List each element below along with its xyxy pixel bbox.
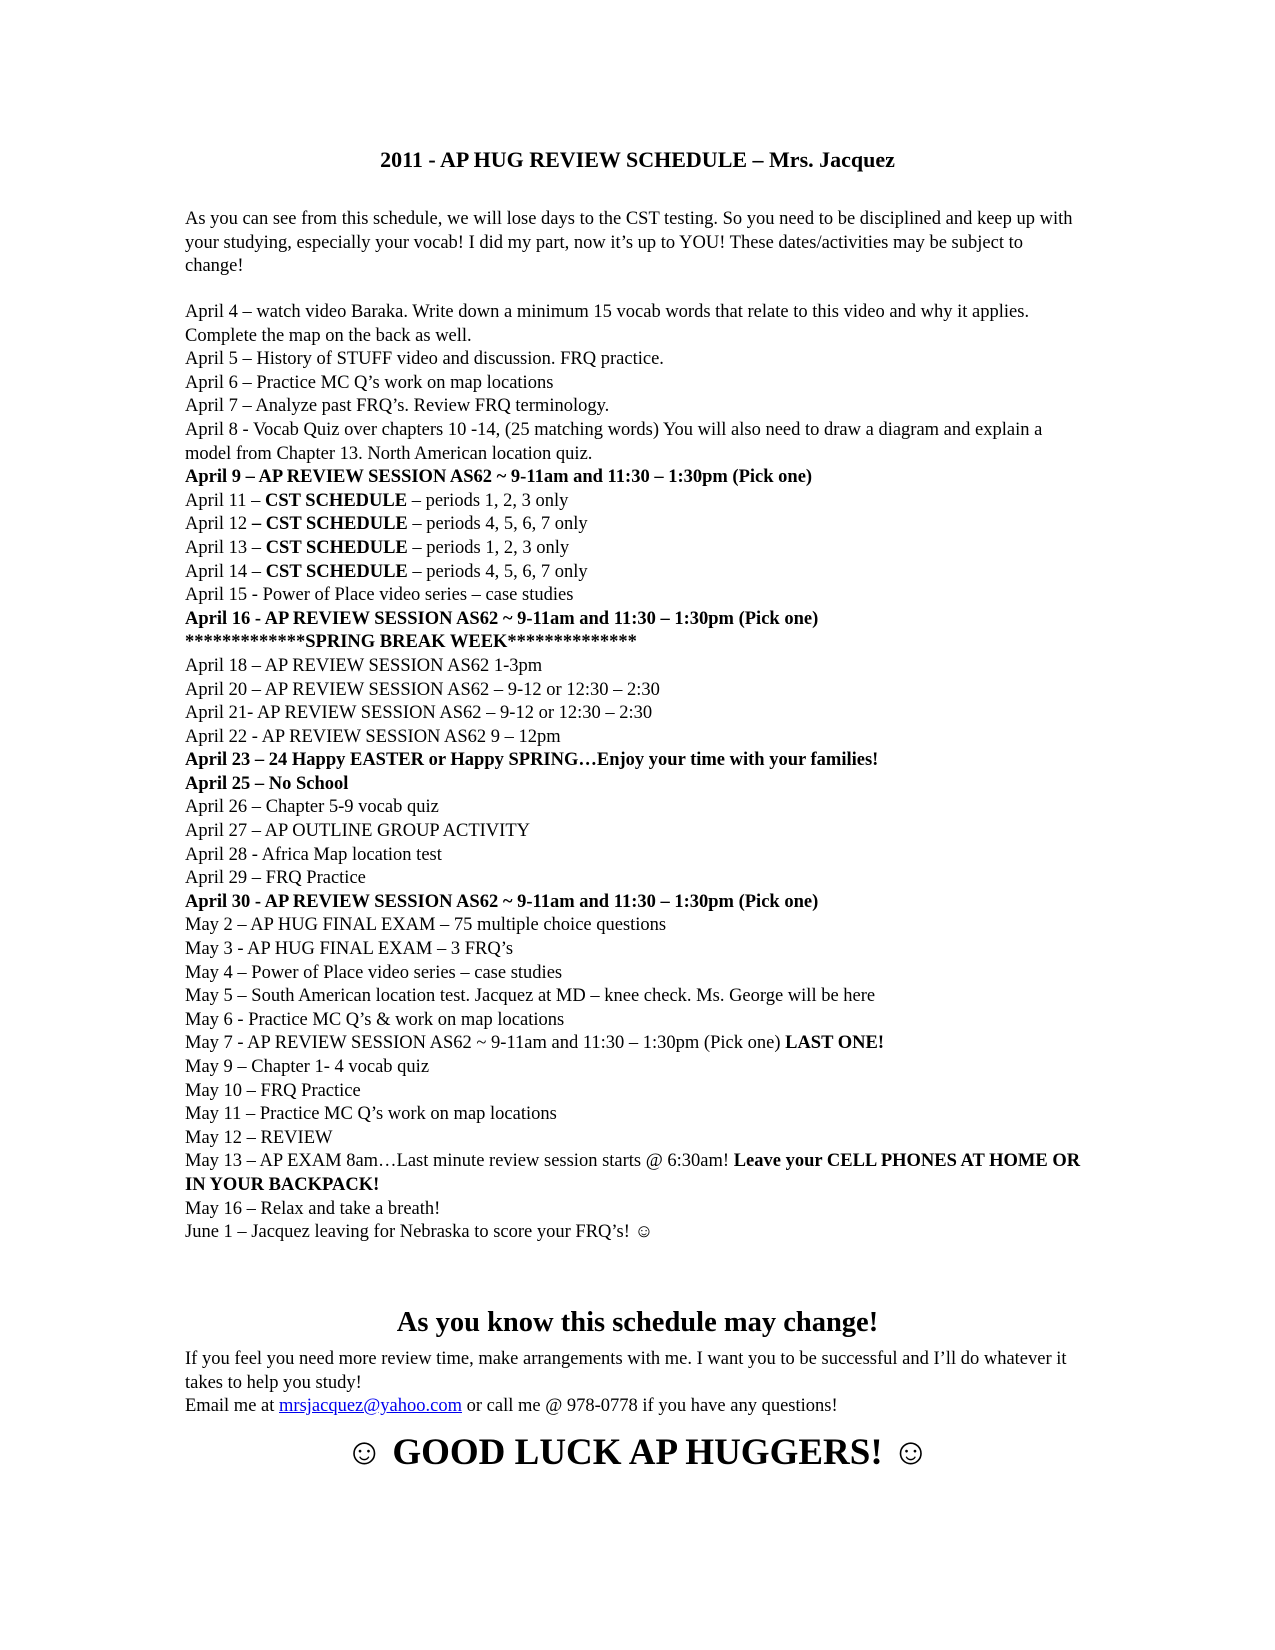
schedule-item-detail: – periods 1, 2, 3 only (407, 537, 570, 558)
email-prefix: Email me at (185, 1396, 280, 1416)
schedule-item-no-school: April 25 – No School (185, 773, 349, 794)
schedule-item: May 5 – South American location test. Jacquez at MD – knee check. Ms. George will be here (185, 986, 876, 1007)
schedule-item-date: April 13 – (185, 537, 266, 558)
schedule-item: April 29 – FRQ Practice (185, 868, 366, 889)
schedule-item: June 1 – Jacquez leaving for Nebraska to score your FRQ’s! ☺ (185, 1222, 654, 1243)
schedule-item: May 3 - AP HUG FINAL EXAM – 3 FRQ’s (185, 939, 514, 960)
schedule-item: May 16 – Relax and take a breath! (185, 1198, 441, 1219)
schedule-item-date: April 26 – (185, 797, 266, 818)
schedule-item-last-session (185, 1032, 1090, 1056)
schedule-item-cst (185, 513, 1090, 537)
schedule-item: May 4 – Power of Place video series – case studies (185, 962, 563, 983)
schedule-list (185, 301, 1090, 1245)
schedule-item: May 11 – Practice MC Q’s work on map locations (185, 1104, 557, 1125)
schedule-item-holiday: April 23 – 24 Happy EASTER or Happy SPRING…Enjoy your time with your families! (185, 750, 879, 771)
schedule-item: April 4 – watch video Baraka. Write down a minimum 15 vocab words that relate to this video and why it applies. Complete the map on the back as well. (185, 302, 1030, 346)
footer-contact (185, 1395, 1085, 1419)
schedule-change-heading: As you know this schedule may change! (396, 1307, 879, 1338)
email-link[interactable]: mrsjacquez@yahoo.com (279, 1396, 462, 1416)
schedule-item: April 20 – AP REVIEW SESSION AS62 – 9-12 or 12:30 – 2:30 (185, 679, 660, 700)
good-luck-banner: ☺ GOOD LUCK AP HUGGERS! ☺ (345, 1432, 930, 1473)
schedule-item-detail: May 13 – AP EXAM 8am…Last minute review session starts @ 6:30am! (185, 1151, 734, 1172)
cst-schedule-label: CST SCHEDULE (265, 537, 408, 558)
schedule-item: April 27 – AP OUTLINE GROUP ACTIVITY (185, 821, 530, 842)
cell-phone-warning: Leave your CELL PHONES AT HOME OR IN YOUR BACKPACK! (185, 1151, 1081, 1195)
schedule-item (185, 796, 1090, 820)
schedule-item-date: April 12 (185, 514, 248, 535)
schedule-item: April 6 – Practice MC Q’s work on map locations (185, 372, 554, 393)
footer-paragraph (185, 1348, 1085, 1419)
schedule-item-review-session: April 30 - AP REVIEW SESSION AS62 ~ 9-11am and 11:30 – 1:30pm (Pick one) (185, 891, 819, 912)
schedule-item: April 21- AP REVIEW SESSION AS62 – 9-12 or 12:30 – 2:30 (185, 703, 653, 724)
spring-break-banner: *************SPRING BREAK WEEK************** (185, 632, 637, 653)
schedule-item-detail: May 7 - AP REVIEW SESSION AS62 ~ 9-11am and 11:30 – 1:30pm (Pick one) (185, 1033, 786, 1054)
contact-suffix: or call me @ 978-0778 if you have any questions! (461, 1396, 838, 1416)
schedule-item-review-session: April 9 – AP REVIEW SESSION AS62 ~ 9-11am and 11:30 – 1:30pm (Pick one) (185, 467, 813, 488)
cst-schedule-label: CST SCHEDULE (265, 490, 408, 511)
schedule-item-detail: – periods 1, 2, 3 only (407, 490, 569, 511)
schedule-item: May 12 – REVIEW (185, 1127, 333, 1148)
schedule-item: April 7 – Analyze past FRQ’s. Review FRQ terminology. (185, 396, 610, 417)
schedule-item-detail: Chapter 5-9 vocab quiz (265, 797, 439, 818)
schedule-item: May 2 – AP HUG FINAL EXAM – 75 multiple choice questions (185, 915, 667, 936)
page-title: 2011 - AP HUG REVIEW SCHEDULE – Mrs. Jacquez (380, 147, 895, 172)
schedule-item: May 9 – Chapter 1- 4 vocab quiz (185, 1057, 430, 1077)
schedule-item-detail: – periods 4, 5, 6, 7 only (407, 514, 588, 535)
schedule-item: May 10 – FRQ Practice (185, 1080, 361, 1101)
schedule-item: April 22 - AP REVIEW SESSION AS62 9 – 12pm (185, 726, 561, 747)
schedule-item: April 8 - Vocab Quiz over chapters 10 -14, (25 matching words) You will also need to draw a diagram and explain a model from Chapter 13. North American location quiz. (185, 419, 1043, 464)
cst-schedule-label: – CST SCHEDULE (247, 514, 408, 535)
footer-review-note: If you feel you need more review time, make arrangements with me. I want you to be successful and I’ll do whatever it takes to help you study! (185, 1349, 1067, 1393)
schedule-item: April 18 – AP REVIEW SESSION AS62 1-3pm (185, 655, 543, 676)
schedule-item-review-session: April 16 - AP REVIEW SESSION AS62 ~ 9-11am and 11:30 – 1:30pm (Pick one) (185, 608, 819, 629)
schedule-item-date: April 11 – (185, 490, 265, 511)
schedule-item: April 15 - Power of Place video series – case studies (185, 585, 574, 606)
schedule-item-ap-exam (185, 1150, 1090, 1197)
last-one-label: LAST ONE! (785, 1033, 884, 1054)
intro-paragraph: As you can see from this schedule, we will lose days to the CST testing. So you need to be disciplined and keep up with your studying, especially your vocab! I did my part, now it’s up to YOU! These dates/activities may be subject to change! (185, 209, 1073, 276)
schedule-item-cst (185, 490, 1090, 514)
schedule-item-detail: – periods 4, 5, 6, 7 only (407, 561, 588, 582)
schedule-item-date: April 14 – (185, 561, 266, 582)
cst-schedule-label: CST SCHEDULE (265, 561, 408, 582)
schedule-item: April 28 - Africa Map location test (185, 844, 442, 865)
schedule-item-cst (185, 561, 1090, 585)
schedule-item-cst (185, 537, 1090, 561)
schedule-item: May 6 - Practice MC Q’s & work on map locations (185, 1009, 565, 1030)
schedule-item: April 5 – History of STUFF video and discussion. FRQ practice. (185, 349, 664, 370)
